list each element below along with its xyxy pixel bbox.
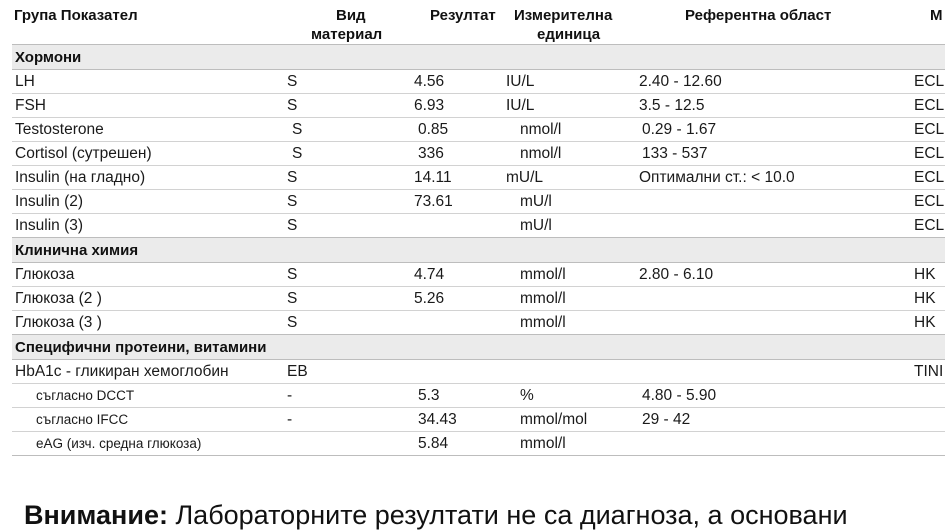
cell-result: 6.93 [414, 97, 445, 114]
cell-name: Cortisol (сутрешен) [15, 145, 152, 162]
cell-name: Testosterone [15, 121, 104, 138]
header-unit-1: Измерителна [514, 7, 613, 24]
cell-result: 4.74 [414, 266, 445, 283]
cell-material: S [287, 290, 298, 307]
cell-reference: 133 - 537 [642, 145, 708, 162]
cell-result: 5.84 [418, 435, 449, 452]
cell-material: S [287, 314, 298, 331]
table-row-fsh [12, 94, 945, 118]
cell-result: 336 [418, 145, 444, 162]
cell-unit: mmol/l [520, 435, 566, 452]
header-material-2: материал [311, 26, 383, 43]
cell-reference: 2.80 - 6.10 [639, 266, 714, 283]
cell-name: Глюкоза [15, 266, 75, 283]
cell-material: S [287, 73, 298, 90]
cell-name: съгласно IFCC [36, 412, 129, 427]
cell-method: ECL [914, 97, 945, 114]
cell-name: eAG (изч. средна глюкоза) [36, 436, 202, 451]
cell-result: 14.11 [414, 169, 452, 186]
cell-material: EB [287, 363, 308, 380]
cell-unit: mU/l [520, 217, 552, 234]
table-row-insulin-3 [12, 214, 945, 238]
header-unit-2: единица [537, 26, 601, 43]
cell-material: S [287, 97, 298, 114]
cell-unit: mU/L [506, 169, 544, 186]
cell-unit: % [520, 387, 534, 404]
cell-material: S [287, 217, 298, 234]
cell-name: LH [15, 73, 35, 90]
results-table [12, 44, 945, 456]
cell-name: FSH [15, 97, 46, 114]
cell-result: 5.26 [414, 290, 445, 307]
cell-unit: mmol/l [520, 290, 566, 307]
table-row-glucose-2 [12, 287, 945, 311]
cell-method: TINI [914, 363, 944, 380]
cell-reference: 2.40 - 12.60 [639, 73, 722, 90]
cell-name: Insulin (на гладно) [15, 169, 146, 186]
group-clinical-chemistry [12, 238, 945, 263]
table-row-glucose-3 [12, 311, 945, 335]
group-label: Хормони [15, 49, 82, 66]
table-row-insulin-2 [12, 190, 945, 214]
cell-method: ECL [914, 73, 945, 90]
cell-name: съгласно DCCT [36, 388, 135, 403]
cell-method: ECL [914, 217, 945, 234]
cell-unit: mmol/mol [520, 411, 588, 428]
table-row-dcct [12, 384, 945, 408]
group-specific-proteins [12, 335, 945, 360]
table-row-ifcc [12, 408, 945, 432]
cell-method: HK [914, 266, 936, 283]
cell-reference: 0.29 - 1.67 [642, 121, 717, 138]
table-row-testosterone [12, 118, 945, 142]
table-row-insulin [12, 166, 945, 190]
cell-result: 0.85 [418, 121, 449, 138]
group-label: Специфични протеини, витамини [15, 339, 267, 356]
cell-reference: 29 - 42 [642, 411, 691, 428]
table-row-glucose [12, 263, 945, 287]
disclaimer-note [24, 500, 848, 531]
cell-reference: Оптимални ст.: < 10.0 [639, 169, 795, 186]
note-label: Внимание: [24, 500, 168, 530]
note-text: Лабораторните резултати не са диагноза, а основани [167, 500, 848, 530]
header-material-1: Вид [336, 7, 366, 24]
cell-material: S [287, 266, 298, 283]
cell-name: HbA1c - гликиран хемоглобин [15, 363, 229, 380]
table-header [0, 0, 945, 44]
cell-method: ECL [914, 121, 945, 138]
cell-method: HK [914, 290, 936, 307]
header-group: Група Показател [14, 7, 138, 24]
group-label: Клинична химия [15, 242, 139, 259]
table-row-eag [12, 432, 945, 456]
table-row-cortisol [12, 142, 945, 166]
group-hormones [12, 45, 945, 70]
cell-unit: nmol/l [520, 121, 562, 138]
cell-result: 4.56 [414, 73, 445, 90]
header-reference: Референтна област [685, 7, 832, 24]
cell-material: - [287, 387, 293, 404]
header-result: Резултат [430, 7, 496, 24]
cell-method: HK [914, 314, 936, 331]
cell-unit: mmol/l [520, 314, 566, 331]
cell-result: 34.43 [418, 411, 457, 428]
table-row-hba1c [12, 360, 945, 384]
cell-result: 5.3 [418, 387, 440, 404]
cell-name: Insulin (2) [15, 193, 84, 210]
cell-name: Глюкоза (2 ) [15, 290, 102, 307]
cell-method: ECL [914, 169, 945, 186]
cell-unit: mmol/l [520, 266, 566, 283]
cell-unit: IU/L [506, 73, 535, 90]
cell-material: - [287, 411, 293, 428]
cell-reference: 4.80 - 5.90 [642, 387, 717, 404]
cell-name: Глюкоза (3 ) [15, 314, 102, 331]
cell-result: 73.61 [414, 193, 453, 210]
cell-reference: 3.5 - 12.5 [639, 97, 705, 114]
cell-unit: IU/L [506, 97, 535, 114]
cell-name: Insulin (3) [15, 217, 84, 234]
cell-material: S [287, 169, 298, 186]
cell-method: ECL [914, 145, 945, 162]
cell-method: ECL [914, 193, 945, 210]
cell-material: S [292, 121, 303, 138]
cell-material: S [292, 145, 303, 162]
table-row-lh [12, 70, 945, 94]
cell-material: S [287, 193, 298, 210]
cell-unit: nmol/l [520, 145, 562, 162]
header-method: М [930, 7, 943, 24]
cell-unit: mU/l [520, 193, 552, 210]
